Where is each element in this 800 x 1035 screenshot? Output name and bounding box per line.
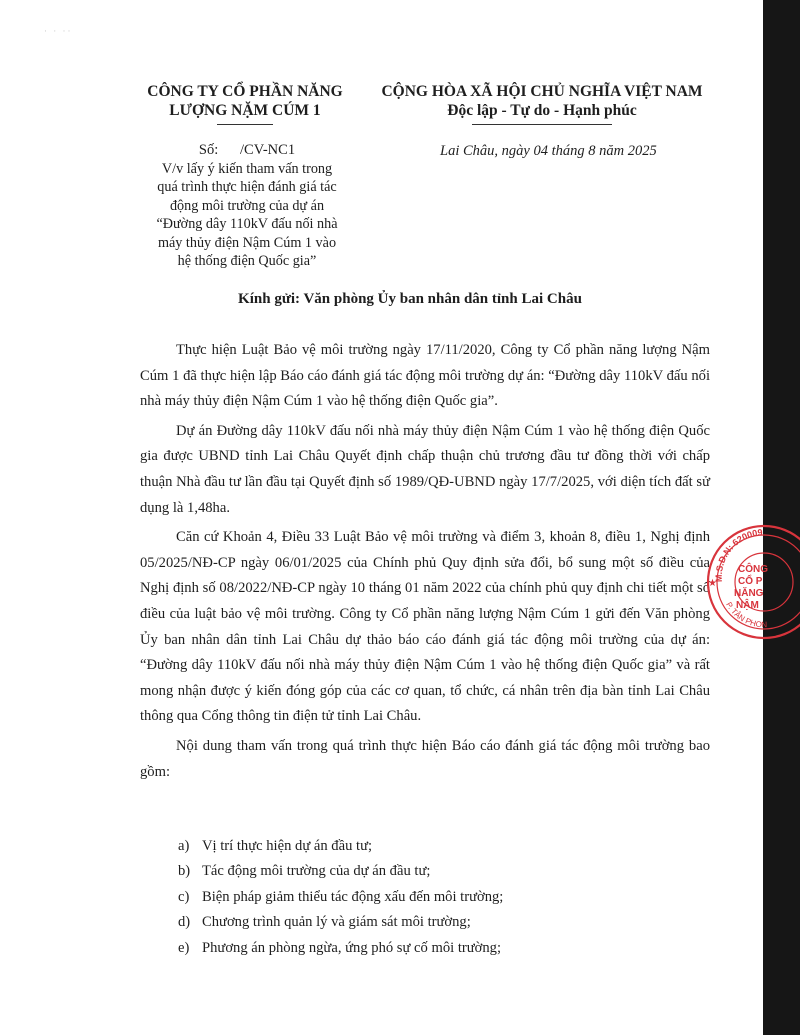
list-item bbox=[178, 910, 503, 935]
body-paragraph: Dự án Đường dây 110kV đấu nối nhà máy thủy điện Nậm Cúm 1 vào hệ thống điện Quốc gia được UBND tỉnh Lai Châu Quyết định chấp thuận chủ trương đầu tư đồng thời với chấp thuận Nhà đầu tư lần đầu tại Quyết định số 1989/QĐ-UBND ngày 17/7/2025, với diện tích đất sử dụng là 1,48ha. bbox=[140, 422, 710, 516]
stamp-bottom-text: P. TÂN PHON bbox=[724, 600, 768, 630]
nation-motto: Độc lập - Tự do - Hạnh phúc bbox=[447, 102, 637, 119]
subject-line: hệ thống điện Quốc gia” bbox=[177, 253, 317, 270]
list-item-text: Tác động môi trường của dự án đầu tư; bbox=[202, 863, 431, 880]
nation-name: CỘNG HÒA XÃ HỘI CHỦ NGHĨA VIỆT NAM bbox=[381, 83, 703, 100]
stamp-star-icon: ★ bbox=[708, 578, 717, 589]
consultation-list bbox=[178, 834, 503, 961]
place-date: Lai Châu, ngày 04 tháng 8 năm 2025 bbox=[440, 143, 657, 159]
nation-underline bbox=[472, 124, 612, 125]
stamp-line: NĂNG bbox=[734, 588, 764, 599]
list-item bbox=[178, 936, 503, 961]
list-item-label: c) bbox=[178, 888, 190, 905]
company-header bbox=[110, 82, 380, 125]
subject-line: “Đường dây 110kV đấu nối nhà bbox=[156, 216, 338, 233]
stamp-line: NẬM bbox=[736, 600, 759, 611]
list-item bbox=[178, 859, 503, 884]
subject-line: V/v lấy ý kiến tham vấn trong bbox=[161, 161, 333, 177]
subject-line: máy thủy điện Nậm Cúm 1 vào bbox=[157, 234, 337, 251]
document-number: Số: /CV-NC1 bbox=[198, 142, 296, 158]
list-item bbox=[178, 834, 503, 859]
stamp-line: CỔ P bbox=[738, 576, 763, 587]
subject-line: quá trình thực hiện đánh giá tác bbox=[157, 179, 337, 196]
list-item-label: b) bbox=[178, 863, 191, 880]
body-paragraph: Nội dung tham vấn trong quá trình thực hiện Báo cáo đánh giá tác động môi trường bao gồm: bbox=[140, 737, 710, 780]
list-item-text: Phương án phòng ngừa, ứng phó sự cố môi trường; bbox=[202, 939, 502, 956]
document-subject bbox=[112, 160, 382, 270]
addressee: Kính gửi: Văn phòng Ủy ban nhân dân tỉnh Lai Châu bbox=[238, 291, 582, 307]
scan-edge-strip bbox=[763, 0, 800, 1035]
stamp-ring-text: M.S.D.N: 620009 bbox=[713, 527, 763, 583]
company-underline bbox=[217, 124, 273, 125]
subject-line: động môi trường của dự án bbox=[169, 197, 325, 214]
company-name-line1: CÔNG TY CỔ PHẦN NĂNG bbox=[147, 83, 343, 100]
company-name-line2: LƯỢNG NẶM CÚM 1 bbox=[169, 102, 321, 119]
list-item-text: Biện pháp giảm thiểu tác động xấu đến môi trường; bbox=[202, 888, 504, 905]
list-item-text: Chương trình quản lý và giám sát môi trường; bbox=[202, 914, 471, 931]
body-paragraph: Căn cứ Khoản 4, Điều 33 Luật Bảo vệ môi trường và điểm 3, khoản 8, điều 1, Nghị định 05/2025/NĐ-CP ngày 06/01/2025 của Chính phủ Quy định sửa đổi, bổ sung một số điều của Nghị định số 08/2022/NĐ-CP ngày 10 tháng 01 năm 2022 của chính phủ quy định chi tiết một số điều của luật bảo vệ môi trường. Công ty Cổ phần năng lượng Nậm Cúm 1 gửi đến Văn phòng Ủy ban nhân dân tỉnh Lai Châu dự thảo báo cáo đánh giá tác động môi trường của dự án: “Đường dây 110kV đấu nối nhà máy thủy điện Nậm Cúm 1 vào hệ thống điện Quốc gia” và rất mong nhận được ý kiến đóng góp của các cơ quan, tổ chức, cá nhân trên địa bàn tỉnh Lai Châu thông qua Cổng thông tin điện tử tỉnh Lai Châu. bbox=[140, 529, 710, 725]
list-item-label: a) bbox=[178, 838, 190, 854]
list-item-label: d) bbox=[178, 914, 191, 931]
list-item-label: e) bbox=[178, 939, 190, 956]
document-body bbox=[140, 338, 710, 789]
company-seal-stamp bbox=[702, 520, 800, 640]
nation-header bbox=[370, 82, 714, 125]
scan-artifact: · · ·· bbox=[44, 26, 73, 36]
body-paragraph: Thực hiện Luật Bảo vệ môi trường ngày 17/11/2020, Công ty Cổ phần năng lượng Nậm Cúm 1 đã thực hiện lập Báo cáo đánh giá tác động môi trường dự án: “Đường dây 110kV đấu nối nhà máy thủy điện Nậm Cúm 1 vào hệ thống điện Quốc gia”. bbox=[140, 342, 710, 410]
list-item-text: Vị trí thực hiện dự án đầu tư; bbox=[202, 838, 373, 854]
stamp-line: CÔNG bbox=[738, 564, 768, 575]
list-item bbox=[178, 885, 503, 910]
